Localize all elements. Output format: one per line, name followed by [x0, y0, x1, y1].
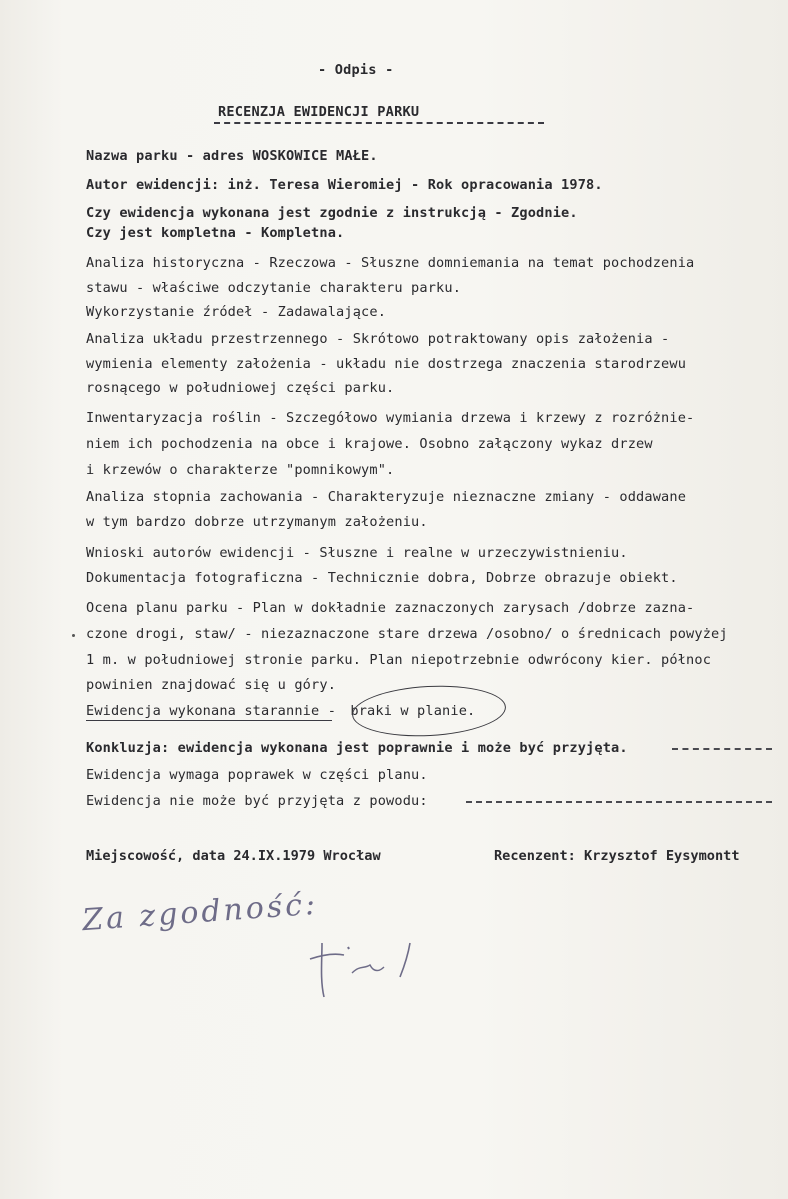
evaluation-circled: braki w planie.	[350, 703, 476, 719]
handwritten-signature	[300, 925, 440, 1005]
conclusion-line-1: Konkluzja: ewidencja wykonana jest poprawnie i może być przyjęta.	[86, 740, 628, 756]
document-title: RECENZJA EWIDENCJI PARKU	[218, 104, 420, 120]
copy-mark: - Odpis -	[318, 62, 394, 78]
photo-doc-line: Dokumentacja fotograficzna - Technicznie dobra, Dobrze obrazuje obiekt.	[86, 570, 678, 586]
preservation-line-2: w tym bardzo dobrze utrzymanym założeniu.	[86, 514, 428, 530]
conclusion-dashes-2	[466, 801, 772, 803]
instruction-line: Czy ewidencja wykonana jest zgodnie z instrukcją - Zgodnie.	[86, 205, 578, 221]
handwritten-circle	[351, 682, 507, 740]
evaluation-prefix: Ewidencja wykonana starannie -	[86, 703, 337, 719]
place-date: Miejscowość, data 24.IX.1979 Wrocław	[86, 848, 381, 864]
reviewer: Recenzent: Krzysztof Eysymontt	[494, 848, 740, 864]
layout-line-3: rosnącego w południowej części parku.	[86, 380, 395, 396]
conclusion-line-2: Ewidencja wymaga poprawek w części planu.	[86, 767, 428, 783]
author-line: Autor ewidencji: inż. Teresa Wieromiej - Rok opracowania 1978.	[86, 177, 603, 193]
layout-line-2: wymienia elementy założenia - układu nie dostrzega znaczenia starodrzewu	[86, 356, 687, 372]
sources-line: Wykorzystanie źródeł - Zadawalające.	[86, 304, 387, 320]
conclusions-line: Wnioski autorów ewidencji - Słuszne i realne w urzeczywistnieniu.	[86, 545, 628, 561]
history-line-1: Analiza historyczna - Rzeczowa - Słuszne domniemania na temat pochodzenia	[86, 255, 695, 271]
preservation-line-1: Analiza stopnia zachowania - Charakteryzuje nieznaczne zmiany - oddawane	[86, 489, 687, 505]
inventory-line-3: i krzewów o charakterze "pomnikowym".	[86, 462, 395, 478]
handwritten-note: Za zgodność:	[81, 886, 320, 939]
evaluation-underline	[86, 720, 332, 721]
plan-line-1: Ocena planu parku - Plan w dokładnie zaznaczonych zarysach /dobrze zazna-	[86, 600, 695, 616]
completeness-line: Czy jest kompletna - Kompletna.	[86, 225, 345, 241]
conclusion-dashes-1	[672, 748, 772, 750]
history-line-2: stawu - właściwe odczytanie charakteru parku.	[86, 280, 462, 296]
plan-line-3: 1 m. w południowej stronie parku. Plan niepotrzebnie odwrócony kier. północ	[86, 652, 712, 668]
conclusion-line-3: Ewidencja nie może być przyjęta z powodu:	[86, 793, 428, 809]
layout-line-1: Analiza układu przestrzennego - Skrótowo potraktowany opis założenia -	[86, 331, 670, 347]
plan-line-4: powinien znajdować się u góry.	[86, 677, 337, 693]
inventory-line-2: niem ich pochodzenia na obce i krajowe. Osobno załączony wykaz drzew	[86, 436, 653, 452]
park-name-line: Nazwa parku - adres WOSKOWICE MAŁE.	[86, 148, 378, 164]
margin-mark	[72, 634, 75, 637]
inventory-line-1: Inwentaryzacja roślin - Szczegółowo wymiania drzewa i krzewy z rozróżnie-	[86, 410, 695, 426]
title-underline	[214, 122, 544, 124]
plan-line-2: czone drogi, staw/ - niezaznaczone stare drzewa /osobno/ o średnicach powyżej	[86, 626, 728, 642]
